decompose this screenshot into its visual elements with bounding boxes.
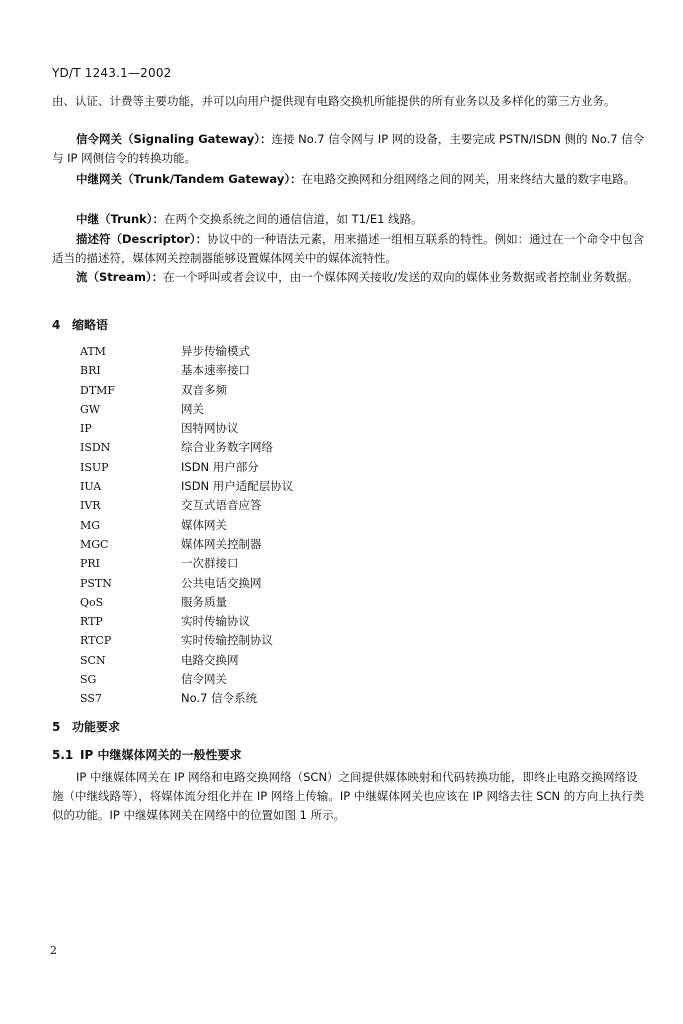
abbr-code: QoS	[80, 595, 104, 609]
abbr-code: IUA	[80, 480, 102, 494]
list-item	[80, 477, 480, 496]
list-item	[80, 419, 480, 438]
list-item	[80, 593, 480, 612]
list-item	[80, 574, 480, 593]
abbr-code: ISUP	[80, 460, 109, 474]
list-item	[80, 400, 480, 419]
definition-text: 连接 No.7 信令网与 IP 网的设备，主要完成 PSTN/ISDN 侧的 No.7 信令与 IP 网侧信令的转换功能。	[52, 132, 645, 165]
definition-text: 在两个交换系统之间的通信信道，如 T1/E1 线路。	[164, 212, 423, 226]
section-number: 5	[52, 720, 61, 734]
abbr-code: BRI	[80, 364, 101, 378]
abbr-code: DTMF	[80, 383, 116, 397]
definition-trunk-gateway	[52, 170, 646, 189]
abbr-code: PSTN	[80, 576, 112, 590]
section-4-heading	[52, 316, 108, 333]
list-item	[80, 651, 480, 670]
section-title: IP 中继媒体网关的一般性要求	[80, 748, 242, 762]
abbr-desc: 交互式语音应答	[181, 498, 262, 513]
section-title: 功能要求	[72, 720, 121, 734]
abbr-desc: 异步传输模式	[181, 344, 250, 358]
abbr-desc: 双音多频	[181, 382, 227, 397]
page-number: 2	[50, 944, 57, 957]
section-title: 缩略语	[72, 318, 109, 332]
list-item	[80, 612, 480, 631]
list-item	[80, 438, 480, 457]
definition-signaling-gateway	[52, 130, 646, 168]
abbr-code: SCN	[80, 653, 106, 667]
definition-term: 中继网关（Trunk/Tandem Gateway）：	[76, 172, 302, 186]
abbr-desc: ISDN 用户部分	[181, 459, 259, 474]
list-item	[80, 342, 480, 361]
abbr-desc: 基本速率接口	[181, 363, 250, 378]
definition-descriptor	[52, 230, 646, 268]
abbr-code: SG	[80, 673, 97, 687]
definition-term: 中继（Trunk）：	[76, 212, 165, 226]
abbr-desc: 公共电话交换网	[181, 575, 262, 590]
definition-stream	[52, 268, 646, 287]
list-item	[80, 361, 480, 380]
abbr-code: ATM	[80, 345, 106, 358]
section-number: 4	[52, 318, 61, 332]
abbr-code: PRI	[80, 557, 101, 571]
standard-number: YD/T 1243.1—2002	[52, 66, 172, 80]
abbr-desc: 信令网关	[181, 672, 227, 687]
list-item	[80, 516, 480, 535]
definition-text: 在一个呼叫或者会议中，由一个媒体网关接收/发送的双向的媒体业务数据或者控制业务数据。	[163, 270, 639, 284]
abbr-desc: 一次群接口	[181, 556, 239, 571]
abbr-code: MGC	[80, 537, 109, 551]
definition-trunk	[52, 210, 646, 229]
abbreviation-list	[80, 342, 480, 709]
section-5-1-heading	[52, 746, 241, 763]
abbr-code: SS7	[80, 692, 102, 706]
abbr-code: MG	[80, 518, 101, 532]
abbr-code: RTCP	[80, 634, 112, 648]
section-number: 5.1	[52, 748, 74, 762]
abbr-desc: 网关	[181, 401, 204, 416]
abbr-desc: 服务质量	[181, 594, 227, 609]
list-item	[80, 670, 480, 689]
abbr-code: GW	[80, 402, 101, 416]
abbr-code: IVR	[80, 499, 101, 513]
abbr-desc: 综合业务数字网络	[181, 440, 273, 455]
list-item	[80, 458, 480, 477]
abbr-desc: 媒体网关控制器	[181, 536, 262, 551]
abbr-desc: 媒体网关	[181, 517, 227, 532]
list-item	[80, 535, 480, 554]
abbr-desc: 电路交换网	[181, 652, 239, 667]
definition-term: 描述符（Descriptor）：	[76, 232, 208, 246]
section-5-heading	[52, 718, 120, 735]
list-item	[80, 554, 480, 573]
definition-term: 流（Stream）：	[76, 270, 164, 284]
abbr-code: ISDN	[80, 441, 111, 455]
section-5-1-body: IP 中继媒体网关在 IP 网络和电路交换网络（SCN）之间提供媒体映射和代码转换功能，即终止电路交换网络设施（中继线路等），将媒体流分组化并在 IP 网络上传输。IP 中继媒体网关也应该在 IP 网络去往 SCN 的方向上执行类似的功能。IP 中继媒体网关在网络中的位置如图 1 所示。	[52, 770, 645, 822]
abbr-desc: ISDN 用户适配层协议	[181, 479, 294, 494]
list-item	[80, 631, 480, 650]
abbr-desc: 实时传输控制协议	[181, 633, 273, 648]
definition-term: 信令网关（Signaling Gateway）：	[76, 132, 272, 146]
list-item	[80, 381, 480, 400]
abbr-desc: 因特网协议	[181, 421, 239, 436]
abbr-code: RTP	[80, 615, 103, 629]
definition-text: 协议中的一种语法元素，用来描述一组相互联系的特性。例如：通过在一个命令中包含适当的描述符，媒体网关控制器能够设置媒体网关中的媒体流特性。	[52, 232, 645, 265]
abbr-desc: 实时传输协议	[181, 614, 250, 629]
abbr-desc: No.7 信令系统	[181, 691, 258, 706]
definition-text: 在电路交换网和分组网络之间的网关，用来终结大量的数字电路。	[301, 172, 636, 186]
list-item	[80, 496, 480, 515]
list-item	[80, 689, 480, 708]
abbr-code: IP	[80, 422, 92, 436]
intro-paragraph: 由、认证、计费等主要功能，并可以向用户提供现有电路交换机所能提供的所有业务以及多样化的第三方业务。	[52, 94, 616, 108]
